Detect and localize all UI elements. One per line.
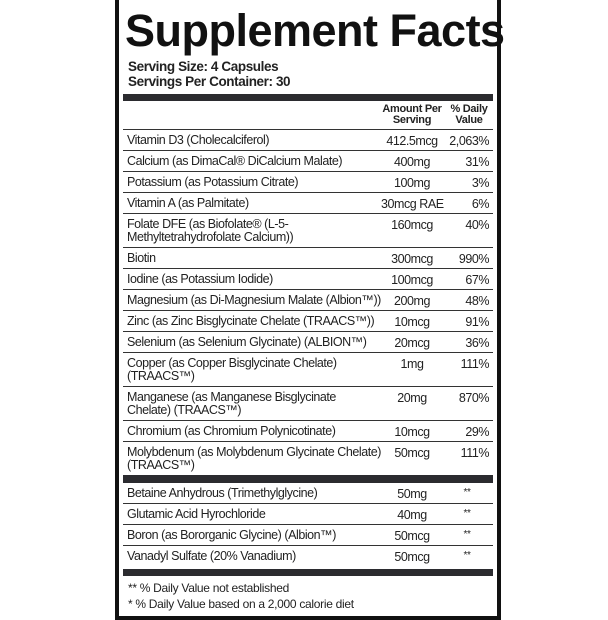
amount-header: Amount Per Serving — [382, 103, 442, 126]
daily-value: 870% — [458, 391, 489, 405]
amount-per-serving: 100mcg — [391, 273, 433, 287]
table-row — [123, 130, 493, 151]
table-row — [123, 151, 493, 172]
footnote: * % Daily Value based on a 2,000 calorie diet — [128, 597, 354, 611]
nutrient-name: Vitamin D3 (Cholecalciferol) — [127, 133, 270, 147]
amount-per-serving: 300mcg — [391, 252, 433, 266]
daily-value: 67% — [465, 273, 489, 287]
nutrient-name: Glutamic Acid Hyrochloride — [127, 507, 266, 521]
dv-header: % Daily Value — [450, 103, 488, 126]
table-row — [123, 269, 493, 290]
amount-per-serving: 400mg — [394, 155, 430, 169]
nutrient-name: Boron (as Bororganic Glycine) (Albion™) — [127, 528, 336, 542]
amount-per-serving: 50mcg — [394, 446, 430, 460]
table-row — [123, 525, 493, 546]
daily-value: 36% — [465, 336, 489, 350]
table-row — [123, 193, 493, 214]
divider-bar — [123, 94, 493, 101]
nutrient-name: Selenium (as Selenium Glycinate) (ALBION™) — [127, 335, 367, 349]
amount-per-serving: 10mcg — [394, 315, 430, 329]
nutrient-name: Vanadyl Sulfate (20% Vanadium) — [127, 549, 296, 563]
nutrient-table — [123, 130, 493, 475]
table-row — [123, 353, 493, 387]
table-row — [123, 442, 493, 475]
table-row — [123, 172, 493, 193]
nutrient-name: Iodine (as Potassium Iodide) — [127, 272, 273, 286]
nutrient-name: Folate DFE (as Biofolate® (L-5-Methyltetrahydrofolate Calcium)) — [127, 217, 294, 244]
amount-per-serving: 50mcg — [394, 529, 430, 543]
daily-value: ** — [463, 508, 471, 519]
amount-per-serving: 100mg — [394, 176, 430, 190]
table-row — [123, 421, 493, 442]
servings-per-container: Servings Per Container: 30 — [128, 74, 291, 89]
nutrient-name: Biotin — [127, 251, 156, 265]
nutrient-name: Copper (as Copper Bisglycinate Chelate) (TRAACS™) — [127, 356, 337, 383]
daily-value: ** — [463, 529, 471, 540]
daily-value: 40% — [465, 218, 489, 232]
daily-value: 111% — [460, 357, 489, 371]
daily-value: 29% — [465, 425, 489, 439]
nutrient-name: Betaine Anhydrous (Trimethylglycine) — [127, 486, 318, 500]
divider-bar — [123, 475, 493, 483]
amount-per-serving: 40mg — [397, 508, 427, 522]
amount-per-serving: 160mcg — [391, 218, 433, 232]
nutrient-name: Calcium (as DimaCal® DiCalcium Malate) — [127, 154, 343, 168]
table-header — [123, 101, 493, 130]
nutrient-name: Manganese (as Manganese Bisglycinate Chelate) (TRAACS™) — [127, 390, 336, 417]
nutrient-name: Molybdenum (as Molybdenum Glycinate Chelate) (TRAACS™) — [127, 445, 381, 472]
table-row — [123, 290, 493, 311]
daily-value: 990% — [458, 252, 489, 266]
divider-bar — [123, 569, 493, 576]
amount-per-serving: 50mg — [397, 487, 427, 501]
amount-per-serving: 50mcg — [394, 550, 430, 564]
daily-value: ** — [463, 550, 471, 561]
daily-value: ** — [463, 487, 471, 498]
daily-value: 31% — [465, 155, 489, 169]
amount-per-serving: 30mcg RAE — [381, 197, 444, 211]
table-row — [123, 483, 493, 504]
table-row — [123, 248, 493, 269]
nutrient-name: Chromium (as Chromium Polynicotinate) — [127, 424, 336, 438]
table-row — [123, 546, 493, 567]
daily-value: 6% — [471, 197, 489, 211]
other-ingredients-table — [123, 483, 493, 567]
footnote: ** % Daily Value not established — [128, 581, 289, 595]
nutrient-name: Zinc (as Zinc Bisglycinate Chelate (TRAACS™)) — [127, 314, 375, 328]
amount-per-serving: 200mg — [394, 294, 430, 308]
amount-per-serving: 412.5mcg — [386, 134, 438, 148]
table-row — [123, 332, 493, 353]
amount-per-serving: 20mcg — [394, 336, 430, 350]
amount-per-serving: 20mg — [397, 391, 427, 405]
daily-value: 91% — [465, 315, 489, 329]
table-row — [123, 504, 493, 525]
panel-title: Supplement Facts — [125, 5, 505, 56]
nutrient-name: Magnesium (as Di-Magnesium Malate (Albion™)) — [127, 293, 381, 307]
table-row — [123, 311, 493, 332]
daily-value: 2,063% — [449, 134, 489, 148]
nutrient-name: Potassium (as Potassium Citrate) — [127, 175, 299, 189]
serving-size: Serving Size: 4 Capsules — [128, 59, 279, 74]
daily-value: 48% — [465, 294, 489, 308]
amount-per-serving: 10mcg — [394, 425, 430, 439]
table-row — [123, 387, 493, 421]
amount-per-serving: 1mg — [400, 357, 424, 371]
nutrient-name: Vitamin A (as Palmitate) — [127, 196, 249, 210]
daily-value: 111% — [460, 446, 489, 460]
table-row — [123, 214, 493, 248]
daily-value: 3% — [471, 176, 489, 190]
supplement-facts-panel — [115, 0, 505, 620]
